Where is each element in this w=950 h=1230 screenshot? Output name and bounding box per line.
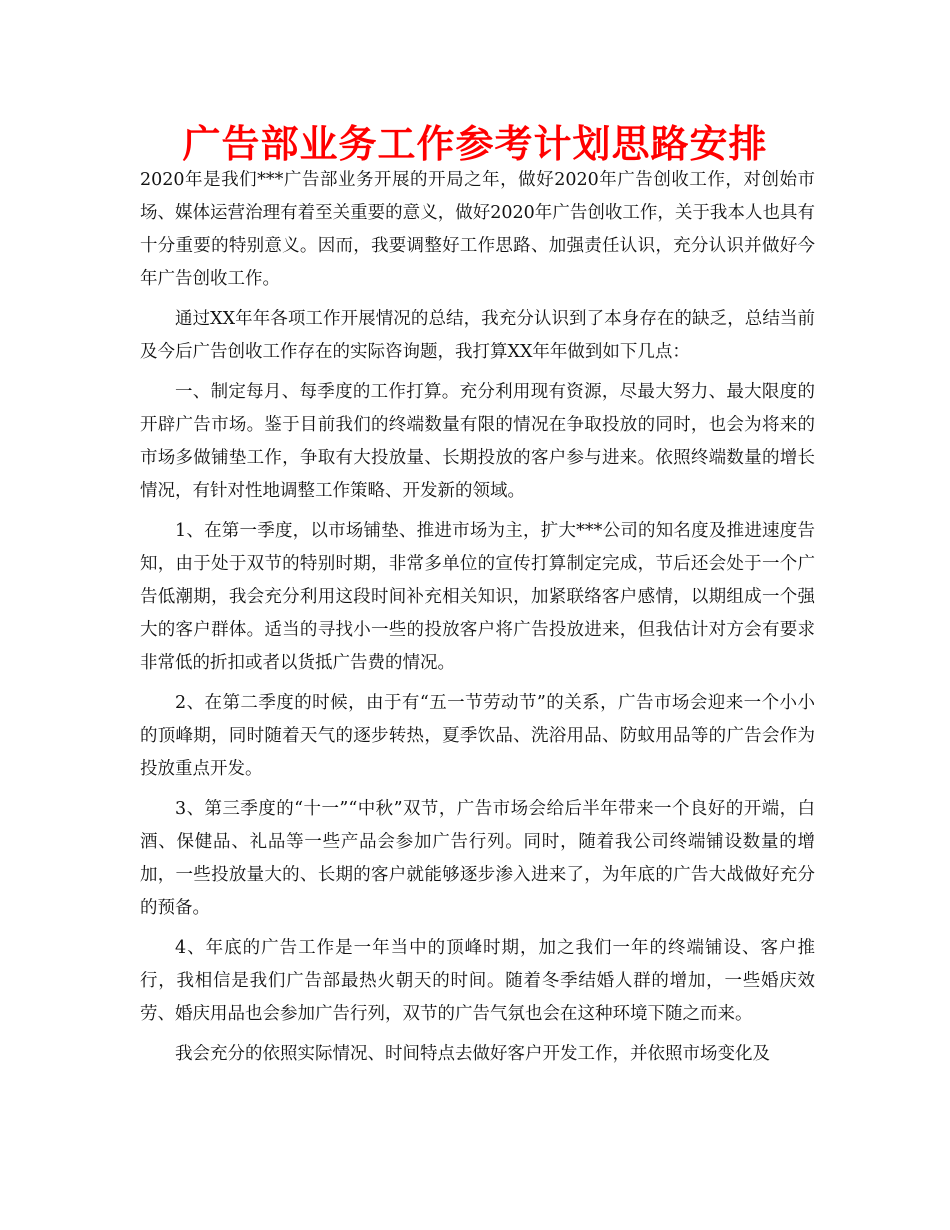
paragraph-q2: 2、在第二季度的时候，由于有“五一节劳动节”的关系，广告市场会迎来一个小小的顶峰期，同时随着天气的逐步转热，夏季饮品、洗浴用品、防蚊用品等的广告会作为投放重点开发。	[140, 693, 815, 779]
paragraph-summary: 通过XX年年各项工作开展情况的总结，我充分认识到了本身存在的缺乏，总结当前及今后广告创收工作存在的实际咨询题，我打算XX年年做到如下几点：	[140, 309, 815, 362]
document-title: 广告部业务工作参考计划思路安排	[182, 122, 768, 166]
paragraph-q3: 3、第三季度的“十一”“中秋”双节，广告市场会给后半年带来一个良好的开端，白酒、保健品、礼品等一些产品会参加广告行列。同时，随着我公司终端铺设数量的增加，一些投放量大的、长期的客户就能够逐步渗入进来了，为年底的广告大战做好充分的预备。	[140, 799, 815, 918]
paragraph-intro: 2020年是我们***广告部业务开展的开局之年，做好2020年广告创收工作，对创始市场、媒体运营治理有着至关重要的意义，做好2020年广告创收工作，关于我本人也具有十分重要的特别意义。因而，我要调整好工作思路、加强责任认识，充分认识并做好今年广告创收工作。	[140, 170, 815, 289]
paragraph-plan-overview: 一、制定每月、每季度的工作打算。充分利用现有资源，尽最大努力、最大限度的开辟广告市场。鉴于目前我们的终端数量有限的情况在争取投放的同时，也会为将来的市场多做铺垫工作，争取有大投放量、长期投放的客户参与进来。依照终端数量的增长情况，有针对性地调整工作策略、开发新的领域。	[140, 382, 815, 501]
document-body	[140, 164, 815, 1078]
paragraph-q1: 1、在第一季度，以市场铺垫、推进市场为主，扩大***公司的知名度及推进速度告知，由于处于双节的特别时期，非常多单位的宣传打算制定完成，节后还会处于一个广告低潮期，我会充分利用这段时间补充相关知识，加紧联络客户感情，以期组成一个强大的客户群体。适当的寻找小一些的投放客户将广告投放进来，但我估计对方会有要求非常低的折扣或者以货抵广告费的情况。	[140, 521, 815, 673]
paragraph-q4: 4、年底的广告工作是一年当中的顶峰时期，加之我们一年的终端铺设、客户推行，我相信是我们广告部最热火朝天的时间。随着冬季结婚人群的增加，一些婚庆效劳、婚庆用品也会参加广告行列，双节的广告气氛也会在这种环境下随之而来。	[140, 938, 815, 1024]
paragraph-closing: 我会充分的依照实际情况、时间特点去做好客户开发工作，并依照市场变化及	[175, 1044, 770, 1064]
